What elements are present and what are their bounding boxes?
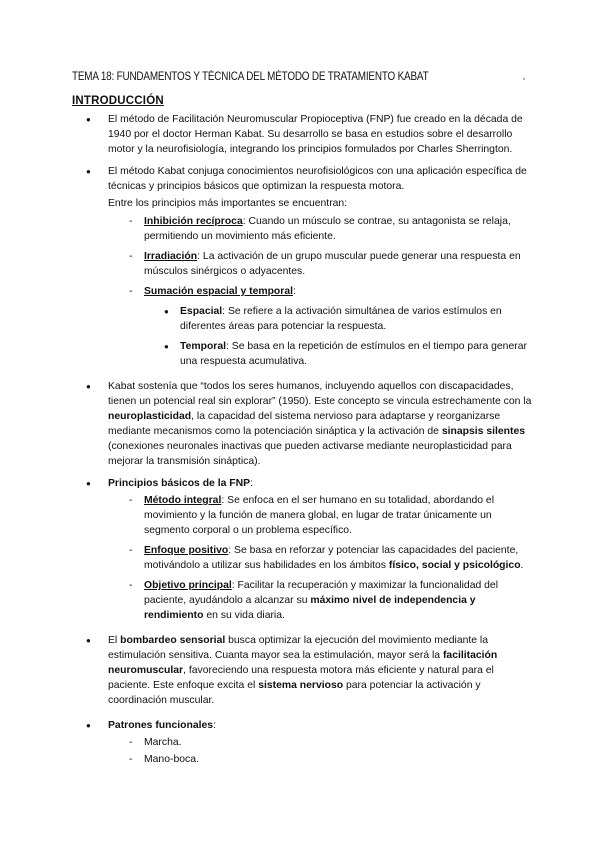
bombardeo-bullet: ● El bombardeo sensorial busca optimizar la ejecución del movimiento mediante la estimulación sensitiva. Cuanta mayor sea la estimulación, mayor será la facilitación neuromuscular, favoreciendo una respuesta motora más eficiente y natural para el paciente. Este enfoque excita el sistema nervioso para potenciar la activación y coordinación muscular.	[72, 633, 532, 708]
kabat-bullet: ● Kabat sostenía que “todos los seres humanos, incluyendo aquellos con discapacidades, tienen un potencial real sin explorar” (1950). Este concepto se vincula estrechamente con la neuroplasticidad, la capacidad del sistema nervioso para adaptarse y reorganizarse mediante mecanismos como la potenciación sináptica y la activación de sinapsis silentes (conexiones neuronales inactivas que pueden activarse mediante neuroplasticidad para mejorar la transmisión sináptica).	[72, 379, 532, 469]
principles-lead: Entre los principios más importantes se encuentran:	[108, 198, 348, 209]
section-heading: INTRODUCCIÓN	[72, 95, 164, 107]
fnp-metodo-integral: - Método integral: Se enfoca en el ser humano en su totalidad, abordando el movimiento y la función de manera global, en lugar de tratar únicamente un segmento corporal o un problema específico.	[72, 493, 532, 538]
sumacion-espacial: ● Espacial: Se refiere a la activación simultánea de varios estímulos en diferentes áreas para potenciar la respuesta.	[72, 304, 532, 334]
principle-inhibicion: - Inhibición recíproca: Cuando un músculo se contrae, su antagonista se relaja, permitiendo un movimiento más eficiente.	[72, 214, 532, 244]
patron-item: - Mano-boca.	[72, 752, 532, 767]
margin-dot	[523, 78, 525, 80]
fnp-enfoque-positivo: - Enfoque positivo: Se basa en reforzar y potenciar las capacidades del paciente, motivándolo a utilizar sus habilidades en los ámbitos físico, social y psicológico.	[72, 543, 532, 573]
principle-sumacion: - Sumación espacial y temporal:	[72, 284, 532, 299]
intro-bullet-2: ● El método Kabat conjuga conocimientos neurofisiológicos con una aplicación específica de técnicas y principios básicos que optimizan la respuesta motora.	[72, 164, 532, 194]
sumacion-temporal: ● Temporal: Se basa en la repetición de estímulos en el tiempo para generar una respuesta acumulativa.	[72, 339, 532, 369]
patron-item: - Marcha.	[72, 735, 532, 750]
fnp-heading: ● Principios básicos de la FNP:	[72, 476, 532, 491]
fnp-objetivo-principal: - Objetivo principal: Facilitar la recuperación y maximizar la funcionalidad del paciente, ayudándolo a alcanzar su máximo nivel de independencia y rendimiento en su vida diaria.	[72, 578, 532, 623]
principle-irradiacion: - Irradiación: La activación de un grupo muscular puede generar una respuesta en músculos sinérgicos o adyacentes.	[72, 249, 532, 279]
page-title: TEMA 18: FUNDAMENTOS Y TÉCNICA DEL MÉTODO DE TRATAMIENTO KABAT	[72, 71, 429, 83]
patrones-heading: ● Patrones funcionales:	[72, 718, 532, 733]
intro-bullet-1: ● El método de Facilitación Neuromuscular Propioceptiva (FNP) fue creado en la década de 1940 por el doctor Herman Kabat. Su desarrollo se basa en estudios sobre el desarrollo motor y la neurofisiología, integrando los principios formulados por Charles Sherrington.	[72, 112, 532, 157]
document-body	[72, 112, 532, 769]
